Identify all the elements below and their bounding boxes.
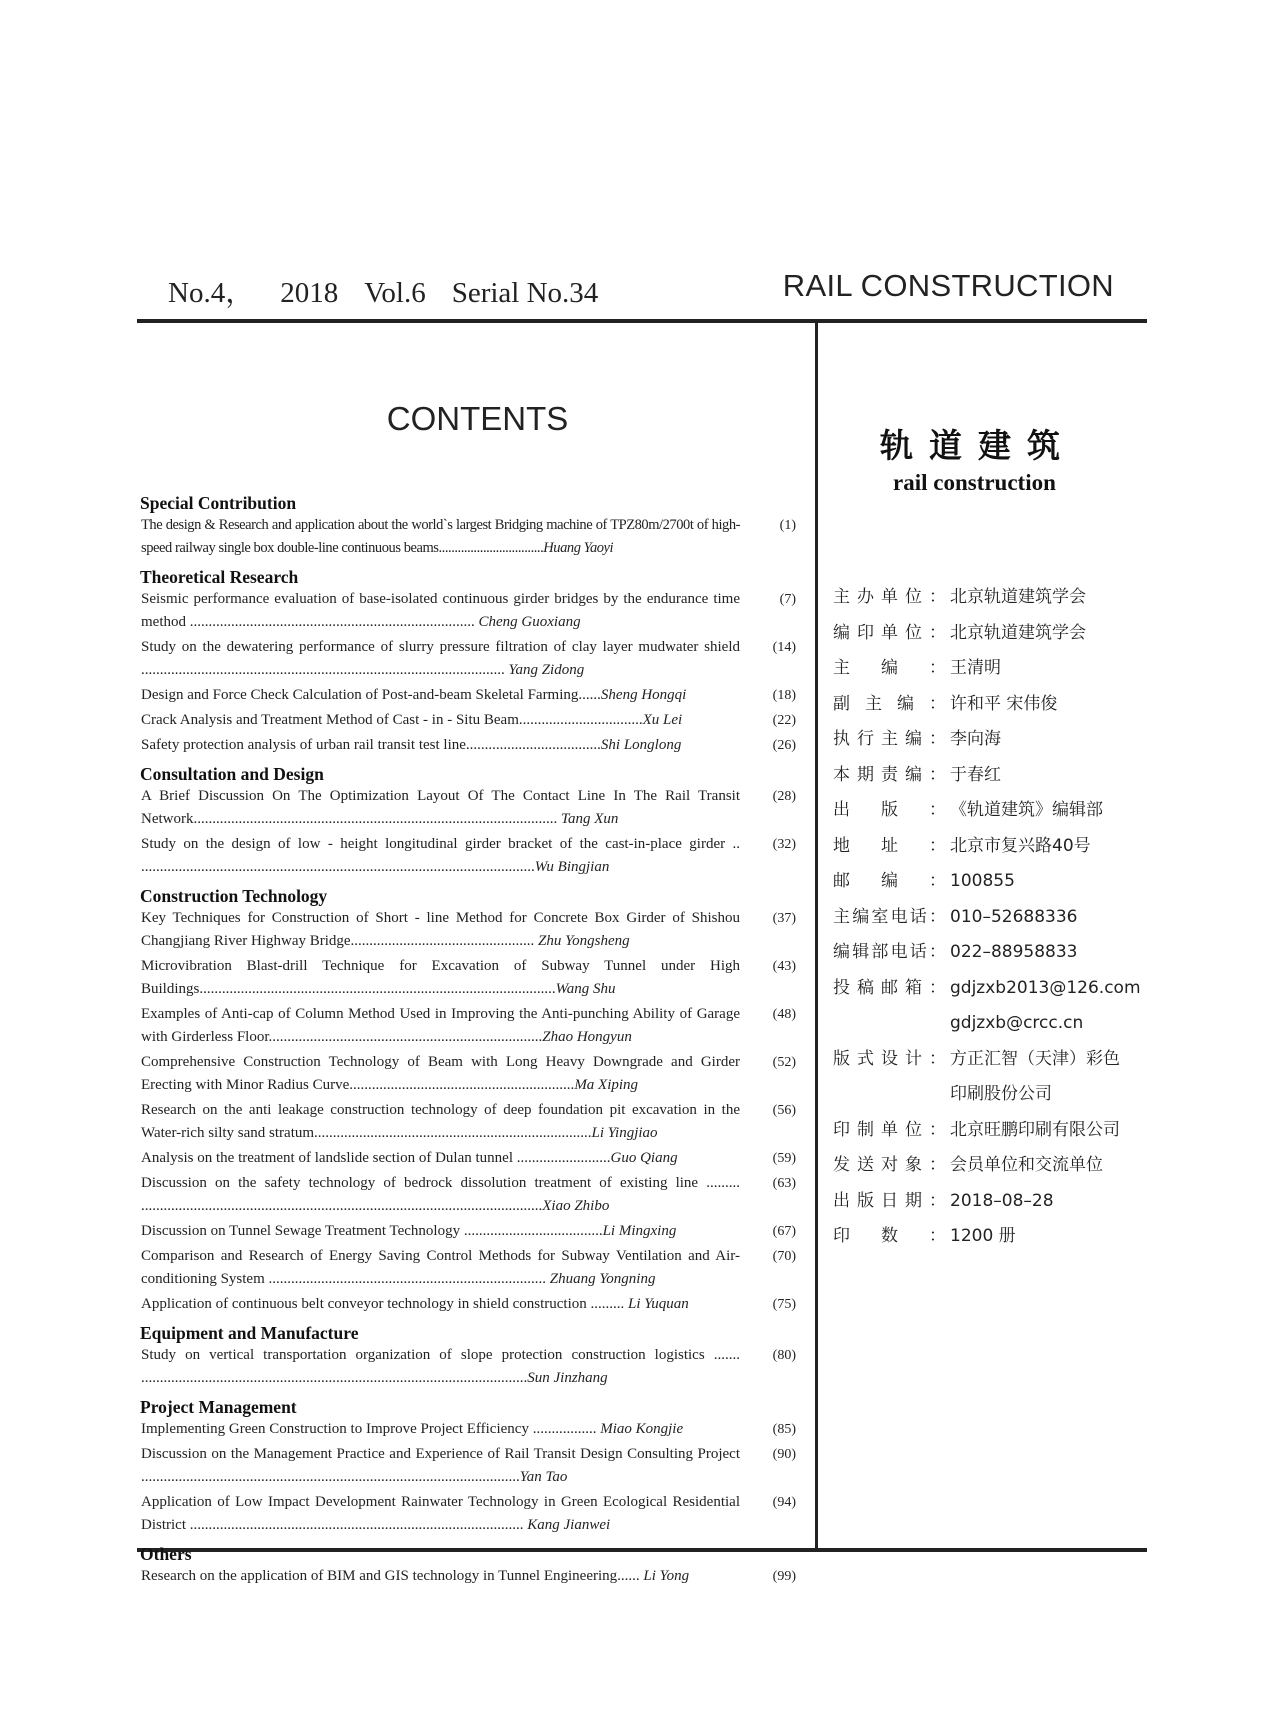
section-title: Construction Technology — [140, 886, 328, 906]
toc-entry[interactable] — [140, 1344, 800, 1390]
toc-entry[interactable] — [140, 514, 800, 560]
info-value: 印刷股份公司 — [950, 1084, 1052, 1104]
entry-title: Study on the design of low - height longitudinal girder bracket of the cast-in-place girder .. ......................................................................................................... — [141, 836, 740, 875]
entry-text — [141, 1220, 740, 1243]
entry-title: Design and Force Check Calculation of Post-and-beam Skeletal Farming...... — [141, 687, 601, 703]
entry-text — [141, 1491, 740, 1537]
entry-author: Li Yingjiao — [591, 1125, 658, 1141]
info-row — [833, 829, 1143, 865]
entry-text — [141, 907, 740, 953]
toc-section — [140, 763, 800, 879]
entry-title: Research on the application of BIM and GIS technology in Tunnel Engineering...... — [141, 1568, 640, 1584]
entry-page-number: (52) — [772, 1055, 796, 1070]
info-value: 北京市复兴路40号 — [950, 835, 1091, 856]
info-row — [833, 758, 1143, 794]
toc-section — [140, 492, 800, 560]
toc-entry[interactable] — [140, 709, 800, 732]
entry-author: Tang Xun — [557, 811, 619, 827]
entry-text — [141, 1293, 740, 1316]
entry-page-number: (85) — [772, 1422, 796, 1437]
entry-text — [141, 1051, 740, 1097]
entry-author: Huang Yaoyi — [543, 540, 614, 556]
entry-author: Li Yuquan — [624, 1296, 689, 1312]
info-value: 010–52688336 — [950, 906, 1078, 927]
info-value: 北京轨道建筑学会 — [950, 587, 1086, 607]
info-value: 100855 — [950, 871, 1015, 891]
entry-title: Comparison and Research of Energy Saving Control Methods for Subway Ventilation and Air-conditioning System .......................................................................... — [141, 1248, 740, 1287]
entry-text — [141, 785, 740, 831]
info-label: 编印单位： — [833, 622, 946, 643]
entry-author: Yan Tao — [519, 1469, 568, 1485]
info-row — [833, 616, 1143, 652]
info-label: 版式设计： — [833, 1048, 946, 1069]
entry-author: Ma Xiping — [574, 1077, 639, 1093]
entry-text — [141, 1099, 740, 1145]
entry-author: Zhuang Yongning — [546, 1271, 656, 1287]
info-label: 出版日期： — [833, 1190, 946, 1211]
toc-entry[interactable] — [140, 1172, 800, 1218]
entry-title: Comprehensive Construction Technology of Beam with Long Heavy Downgrade and Girder Erecting with Minor Radius Curve............................................................ — [141, 1054, 740, 1093]
info-value: 李向海 — [950, 729, 1001, 749]
entry-text — [141, 1003, 740, 1049]
brand-english-title: rail construction — [893, 470, 1056, 495]
section-title: Others — [140, 1544, 192, 1564]
entry-text — [141, 1443, 740, 1489]
info-value: 《轨道建筑》编辑部 — [950, 800, 1103, 820]
brand-chinese-title: 轨道建筑 — [880, 426, 1076, 465]
entry-title: Discussion on Tunnel Sewage Treatment Technology ..................................... — [141, 1223, 603, 1239]
entry-author: Guo Qiang — [610, 1150, 678, 1166]
toc-entry[interactable] — [140, 907, 800, 953]
toc-entry[interactable] — [140, 1443, 800, 1489]
entry-author: Kang Jianwei — [523, 1517, 611, 1533]
info-label: 主办单位： — [833, 587, 946, 607]
entry-page-number: (59) — [772, 1151, 796, 1166]
info-row — [833, 864, 1143, 900]
entry-page-number: (32) — [772, 837, 796, 852]
toc-section — [140, 1396, 800, 1537]
entry-page-number: (99) — [772, 1569, 796, 1584]
entry-text — [141, 588, 740, 634]
issue-serial: Serial No.34 — [451, 277, 599, 309]
info-row — [833, 900, 1143, 936]
info-label: 执行主编： — [833, 729, 946, 749]
entry-page-number: (7) — [779, 592, 796, 607]
entry-page-number: (63) — [772, 1176, 796, 1191]
info-label: 发送对象： — [833, 1155, 946, 1175]
entry-author: Shi Longlong — [600, 737, 682, 753]
info-value: 2018–08–28 — [950, 1190, 1054, 1211]
entry-title: Analysis on the treatment of landslide section of Dulan tunnel ......................... — [141, 1150, 611, 1166]
entry-page-number: (70) — [772, 1249, 796, 1264]
info-label: 印数： — [833, 1226, 946, 1246]
info-row — [833, 1042, 1143, 1078]
publication-info — [833, 580, 1143, 1255]
issue-volume: Vol.6 — [364, 277, 426, 309]
toc-entry[interactable] — [140, 1051, 800, 1097]
entry-page-number: (48) — [772, 1007, 796, 1022]
toc-entry[interactable] — [140, 1003, 800, 1049]
info-value: 022–88958833 — [950, 942, 1078, 962]
info-label: 印制单位： — [833, 1119, 946, 1140]
entry-page-number: (43) — [772, 959, 796, 974]
info-label: 编辑部电话： — [833, 942, 946, 962]
toc-entry[interactable] — [140, 1099, 800, 1145]
toc-entry[interactable] — [140, 1491, 800, 1537]
issue-number: No.4， — [168, 277, 255, 309]
entry-author: Li Yong — [639, 1568, 690, 1584]
entry-title: Discussion on the safety technology of bedrock dissolution treatment of existing line ......... ........................................................................................................... — [141, 1175, 740, 1214]
entry-author: Xu Lei — [642, 712, 683, 728]
info-row — [833, 651, 1143, 687]
entry-author: Xiao Zhibo — [542, 1198, 610, 1214]
entry-title: A Brief Discussion On The Optimization Layout Of The Contact Line In The Rail Transit Network................................................................................................. — [141, 788, 740, 827]
info-row — [833, 971, 1143, 1007]
info-row — [833, 1219, 1143, 1255]
entry-text — [141, 955, 740, 1001]
info-value: gdjzxb2013@126.com — [950, 977, 1141, 998]
entry-text — [141, 684, 740, 707]
top-divider — [137, 319, 1147, 323]
entry-title: Research on the anti leakage construction technology of deep foundation pit excavation in the Water-rich silty sand stratum.......................................................................... — [141, 1102, 740, 1141]
info-label: 出版： — [833, 800, 946, 820]
info-label: 主编室电话： — [833, 906, 946, 927]
entry-title: Microvibration Blast-drill Technique for Excavation of Subway Tunnel under High Buildings............................................................................................... — [141, 958, 740, 997]
entry-author: Li Mingxing — [602, 1223, 677, 1239]
entry-title: Discussion on the Management Practice and Experience of Rail Transit Design Consulting Project ..................................................................................................... — [141, 1446, 740, 1485]
entry-page-number: (56) — [772, 1103, 796, 1118]
info-row — [833, 793, 1143, 829]
entry-title: The design & Research and application about the world`s largest Bridging machine of TPZ80m/2700t of high-speed railway single box double-line continuous beams................................. — [141, 517, 740, 556]
entry-text — [141, 709, 740, 732]
toc-section — [140, 566, 800, 757]
entry-title: Crack Analysis and Treatment Method of Cast - in - Situ Beam................................. — [141, 712, 643, 728]
info-value: 会员单位和交流单位 — [950, 1155, 1103, 1175]
toc-entry[interactable] — [140, 785, 800, 831]
toc-entry[interactable] — [140, 636, 800, 682]
entry-page-number: (14) — [772, 640, 796, 655]
section-title: Equipment and Manufacture — [140, 1323, 359, 1343]
entry-author: Cheng Guoxiang — [474, 614, 581, 630]
entry-text — [141, 636, 740, 682]
toc-entry[interactable] — [140, 1293, 800, 1316]
entry-title: Safety protection analysis of urban rail transit test line.................................... — [141, 737, 601, 753]
entry-page-number: (28) — [772, 789, 796, 804]
entry-text — [141, 734, 740, 757]
info-row — [833, 1077, 1143, 1113]
toc-entry[interactable] — [140, 734, 800, 757]
info-label: 本期责编： — [833, 764, 946, 785]
entry-author: Sheng Hongqi — [600, 687, 687, 703]
info-value: 于春红 — [950, 764, 1001, 785]
entry-text — [141, 514, 740, 560]
vertical-divider — [815, 322, 818, 1549]
entry-author: Zhao Hongyun — [542, 1029, 632, 1045]
issue-year: 2018 — [280, 277, 339, 309]
entry-title: Examples of Anti-cap of Column Method Used in Improving the Anti-punching Ability of Garage with Girderless Floor......................................................................... — [141, 1006, 740, 1045]
entry-page-number: (1) — [779, 518, 796, 533]
toc-entry[interactable] — [140, 588, 800, 634]
toc-section — [140, 1322, 800, 1390]
entry-title: Study on vertical transportation organization of slope protection construction logistics ....... ....................................................................................................... — [141, 1347, 740, 1386]
entry-page-number: (22) — [772, 713, 796, 728]
info-row — [833, 1006, 1143, 1042]
toc-section — [140, 1543, 800, 1588]
info-value: gdjzxb@crcc.cn — [950, 1013, 1084, 1033]
info-value: 北京旺鹏印刷有限公司 — [950, 1119, 1120, 1140]
entry-title: Application of Low Impact Development Rainwater Technology in Green Ecological Residential District ......................................................................................... — [141, 1494, 740, 1533]
toc-entry[interactable] — [140, 833, 800, 879]
info-row — [833, 1184, 1143, 1220]
entry-title: Implementing Green Construction to Improve Project Efficiency ................. — [141, 1421, 597, 1437]
toc-entry[interactable] — [140, 1245, 800, 1291]
entry-text — [141, 1565, 740, 1588]
info-row — [833, 935, 1143, 971]
toc-entry[interactable] — [140, 1565, 800, 1588]
toc-entry[interactable] — [140, 1147, 800, 1170]
entry-text — [141, 1245, 740, 1291]
info-row — [833, 1113, 1143, 1149]
entry-page-number: (90) — [772, 1447, 796, 1462]
entry-author: Zhu Yongsheng — [534, 933, 630, 949]
entry-page-number: (18) — [772, 688, 796, 703]
contents-title: CONTENTS — [386, 400, 569, 437]
entry-author: Sun Jinzhang — [527, 1370, 608, 1386]
info-label: 邮编： — [833, 871, 946, 891]
entry-title: Study on the dewatering performance of slurry pressure filtration of clay layer mudwater shield ................................................................................................. — [141, 639, 740, 678]
section-title: Project Management — [140, 1397, 297, 1417]
entry-page-number: (94) — [772, 1495, 796, 1510]
info-label: 副主编： — [833, 693, 946, 714]
entry-title: Key Techniques for Construction of Short - line Method for Concrete Box Girder of Shishou Changjiang River Highway Bridge................................................. — [141, 910, 740, 949]
info-value: 1200 册 — [950, 1226, 1016, 1246]
info-label: 投稿邮箱： — [833, 977, 946, 998]
toc-section — [140, 885, 800, 1316]
entry-author: Wang Shu — [555, 981, 616, 997]
section-title: Consultation and Design — [140, 764, 324, 784]
table-of-contents — [140, 490, 800, 1594]
entry-text — [141, 1147, 740, 1170]
toc-entry[interactable] — [140, 1418, 800, 1441]
entry-author: Wu Bingjian — [534, 859, 610, 875]
toc-entry[interactable] — [140, 1220, 800, 1243]
info-row — [833, 1148, 1143, 1184]
toc-entry[interactable] — [140, 684, 800, 707]
entry-page-number: (80) — [772, 1348, 796, 1363]
entry-text — [141, 1172, 740, 1218]
info-row — [833, 687, 1143, 723]
info-label: 地址： — [833, 835, 946, 856]
entry-page-number: (37) — [772, 911, 796, 926]
entry-title: Application of continuous belt conveyor technology in shield construction ......... — [141, 1296, 625, 1312]
info-label: 主编： — [833, 658, 946, 678]
info-value: 许和平 宋伟俊 — [950, 693, 1058, 714]
entry-author: Miao Kongjie — [596, 1421, 684, 1437]
entry-page-number: (75) — [772, 1297, 796, 1312]
entry-text — [141, 1344, 740, 1390]
info-value: 方正汇智（天津）彩色 — [950, 1048, 1120, 1069]
entry-text — [141, 833, 740, 879]
toc-entry[interactable] — [140, 955, 800, 1001]
section-title: Special Contribution — [140, 493, 297, 513]
entry-page-number: (26) — [772, 738, 796, 753]
entry-text — [141, 1418, 740, 1441]
info-row — [833, 722, 1143, 758]
info-value: 王清明 — [950, 658, 1001, 678]
section-title: Theoretical Research — [140, 567, 299, 587]
journal-name: RAIL CONSTRUCTION — [782, 268, 1114, 303]
entry-title: Seismic performance evaluation of base-isolated continuous girder bridges by the endurance time method ............................................................................ — [141, 591, 740, 630]
info-value: 北京轨道建筑学会 — [950, 622, 1086, 643]
issue-info — [168, 270, 624, 311]
entry-author: Yang Zidong — [504, 662, 585, 678]
info-row — [833, 580, 1143, 616]
entry-page-number: (67) — [772, 1224, 796, 1239]
